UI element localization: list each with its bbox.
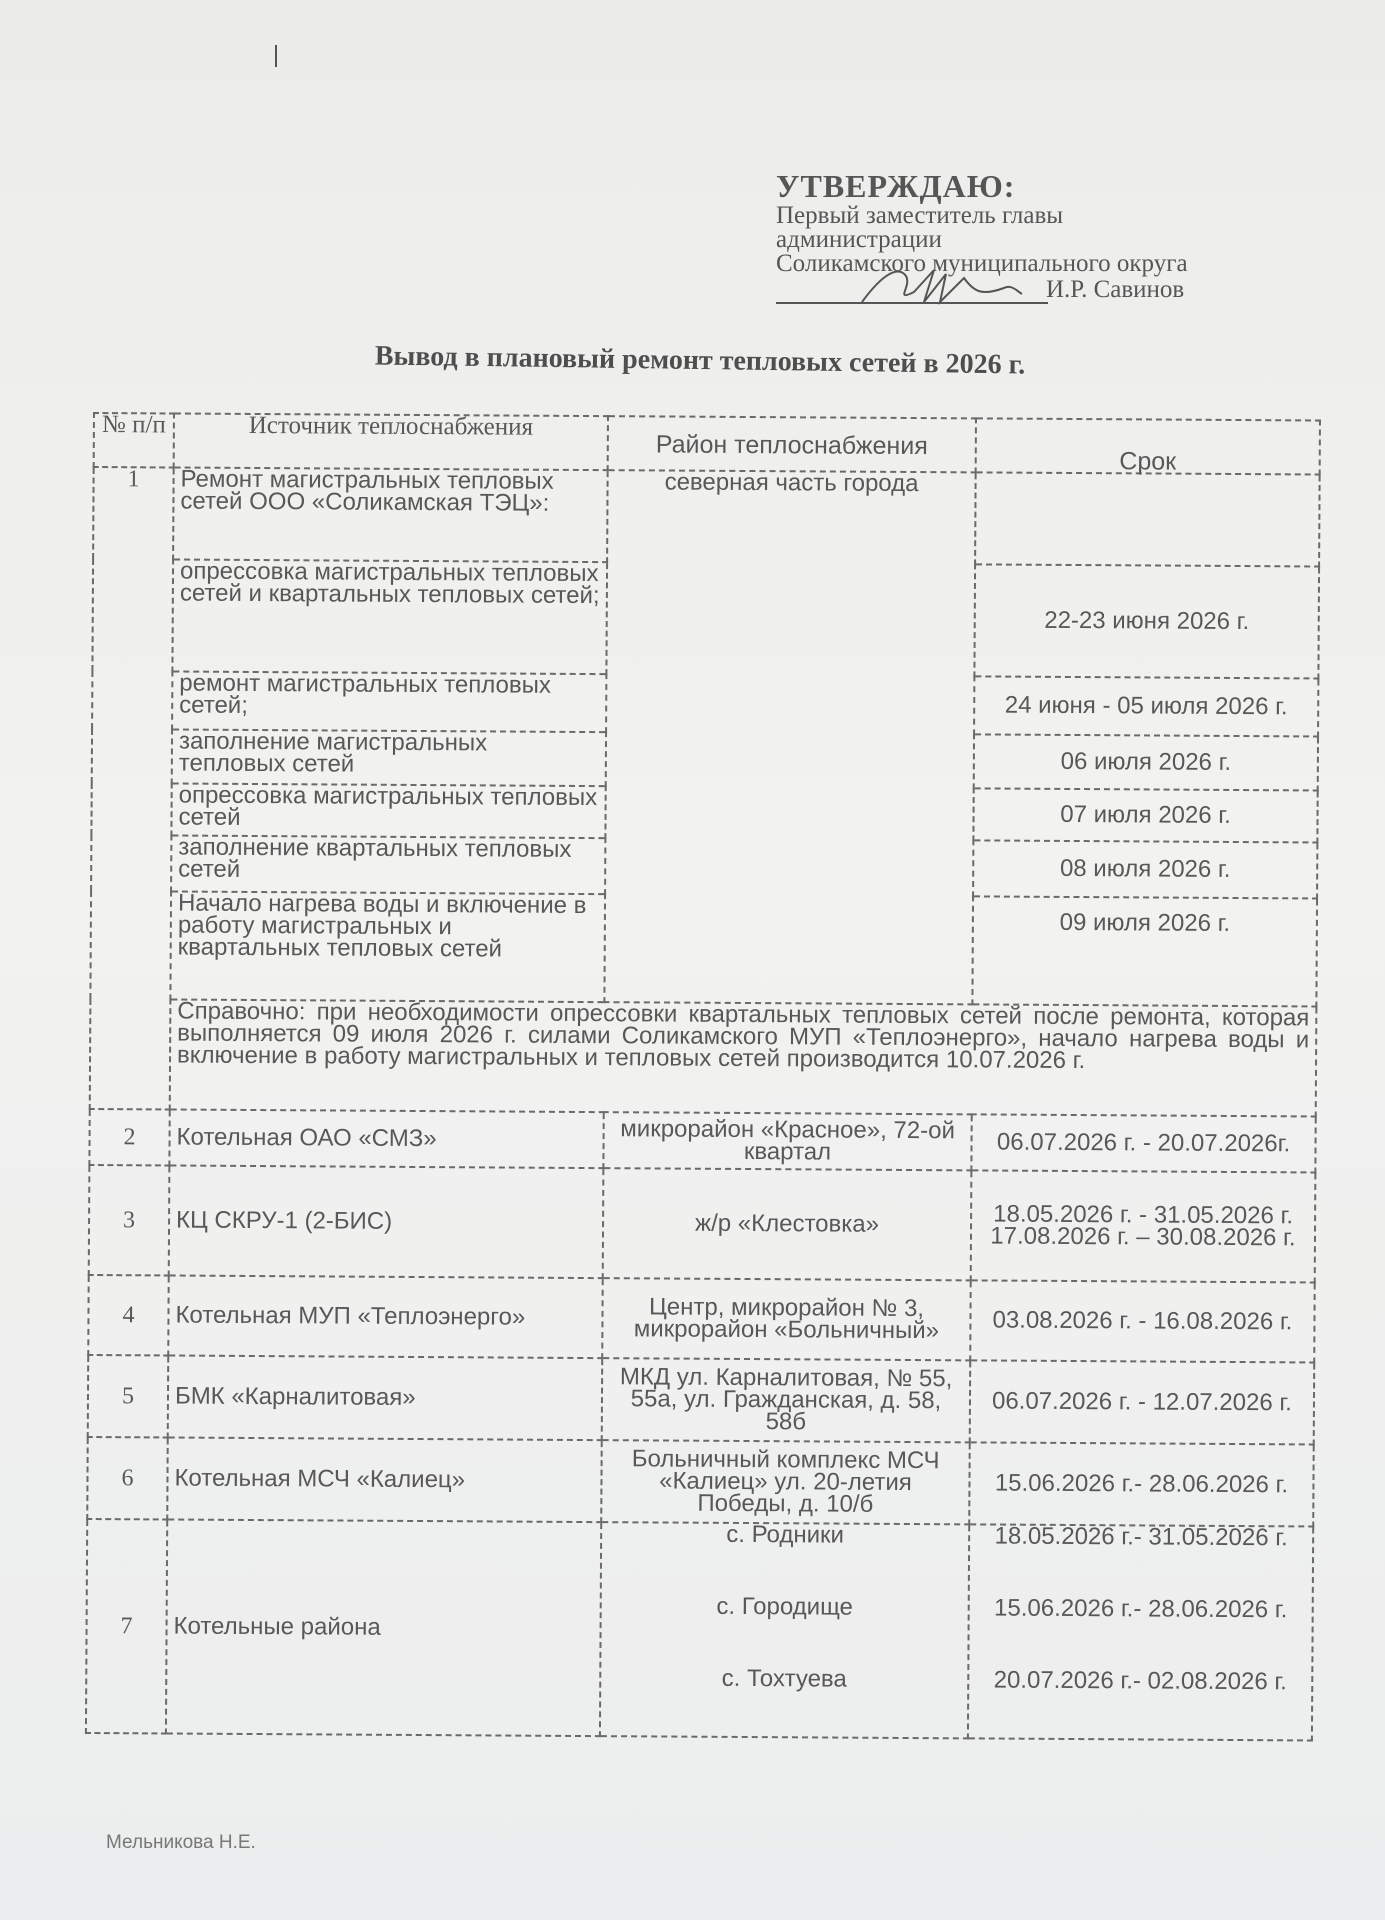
table-row — [87, 1437, 1313, 1526]
row-num: 5 — [88, 1355, 168, 1437]
term-gorodishche: 15.06.2026 г.- 28.06.2026 г. — [994, 1594, 1288, 1624]
source-cell: Котельная ОАО «СМЗ» — [169, 1109, 603, 1168]
term-cell: 08 июля 2026 г. — [973, 840, 1317, 898]
approval-department: администрации — [776, 226, 942, 253]
source-cell: Котельные района — [166, 1519, 601, 1736]
header-term: Срок — [976, 418, 1320, 474]
approval-block — [776, 168, 1336, 308]
table-row — [90, 999, 1317, 1116]
source-cell: Котельная МСЧ «Калиец» — [167, 1437, 601, 1522]
area-cell: северная часть города — [604, 470, 975, 1004]
row-num: 7 — [86, 1519, 167, 1733]
row-num: 6 — [87, 1437, 167, 1519]
area-cell: ж/р «Клестовка» — [603, 1168, 972, 1280]
term-cell — [968, 1524, 1313, 1740]
repair-schedule-table — [85, 412, 1321, 1741]
header-source: Источник теплоснабжения — [174, 413, 608, 470]
source-cell: Котельная МУП «Теплоэнерго» — [168, 1275, 602, 1358]
row-num: 2 — [89, 1109, 169, 1165]
approval-title: УТВЕРЖДАЮ: — [776, 168, 1016, 204]
table-row — [89, 1165, 1316, 1282]
term-cell: 22-23 июня 2026 г. — [974, 564, 1319, 678]
header-num: № п/п — [94, 413, 174, 467]
term-cell: 03.08.2026 г. - 16.08.2026 г. — [970, 1280, 1314, 1362]
source-cell: заполнение магистральных тепловых сетей — [172, 729, 606, 786]
area-tokhtueva: с. Тохтуева — [721, 1664, 847, 1693]
footer-author: Мельникова Н.Е. — [106, 1832, 256, 1853]
scan-mark — [275, 45, 277, 67]
source-cell: Начало нагрева воды и включение в работу магистральных и квартальных тепловых сетей — [170, 891, 605, 1002]
approval-position: Первый заместитель главы — [776, 202, 1064, 229]
reference-note: Справочно: при необходимости опрессовки квартальных тепловых сетей после ремонта, которая выполняется 09 июля 2026 г. силами Соликамского МУП «Теплоэнерго», начало нагрева воды и включение в работу магистральных и тепловых сетей производится 10.07.2026 г. — [170, 999, 1317, 1116]
term-cell: 24 июня - 05 июля 2026 г. — [974, 676, 1318, 736]
table-row — [93, 467, 1320, 566]
area-rodniki: с. Родники — [726, 1520, 845, 1549]
row-num: 3 — [89, 1165, 170, 1275]
table-row — [88, 1355, 1314, 1444]
source-cell: КЦ СКРУ-1 (2-БИС) — [169, 1165, 604, 1278]
area-cell: МКД ул. Карналитовая, № 55, 55а, ул. Гражданская, д. 58, 58б — [602, 1358, 970, 1442]
term-cell: 06 июля 2026 г. — [974, 734, 1318, 790]
area-gorodishche: с. Городище — [716, 1592, 854, 1621]
row-num: 4 — [88, 1275, 168, 1355]
term-cell: 15.06.2026 г.- 28.06.2026 г. — [969, 1442, 1313, 1526]
approval-municipality: Соликамского муниципального округа — [776, 250, 1188, 277]
term-cell: 18.05.2026 г. - 31.05.2026 г. 17.08.2026 г. – 30.08.2026 г. — [971, 1170, 1316, 1282]
source-cell: ремонт магистральных тепловых сетей; — [172, 671, 606, 732]
term-tokhtueva: 20.07.2026 г.- 02.08.2026 г. — [993, 1666, 1287, 1696]
source-cell: опрессовка магистральных тепловых сетей и квартальных тепловых сетей; — [172, 559, 607, 674]
document-title: Вывод в плановый ремонт тепловых сетей в 2026 г. — [374, 340, 1026, 381]
term-rodniki: 18.05.2026 г.- 31.05.2026 г. — [994, 1522, 1288, 1552]
term-cell: 07 июля 2026 г. — [973, 788, 1317, 842]
table-row — [86, 1519, 1313, 1740]
source-cell: БМК «Карналитовая» — [168, 1355, 602, 1440]
source-cell: Ремонт магистральных тепловых сетей ООО «Соликамская ТЭЦ»: — [173, 467, 608, 562]
term-cell: 06.07.2026 г. - 20.07.2026г. — [971, 1114, 1315, 1172]
signer-name: И.Р. Савинов — [1046, 276, 1185, 303]
term-cell: 09 июля 2026 г. — [972, 896, 1317, 1006]
area-cell — [600, 1522, 969, 1738]
row-num: 1 — [90, 467, 174, 1109]
term-cell — [975, 472, 1320, 566]
area-cell: микрорайон «Красное», 72-ой квартал — [603, 1112, 971, 1170]
source-cell: заполнение квартальных тепловых сетей — [171, 835, 605, 894]
area-cell: Центр, микрорайон № 3, микрорайон «Больничный» — [602, 1278, 970, 1360]
area-cell: Больничный комплекс МСЧ «Калиец» ул. 20-летия Победы, д. 10/б — [601, 1440, 969, 1524]
term-cell: 06.07.2026 г. - 12.07.2026 г. — [970, 1360, 1314, 1444]
signature-row — [776, 278, 1336, 308]
header-area: Район теплоснабжения — [608, 416, 976, 472]
handwritten-signature — [854, 262, 1024, 308]
table-row — [88, 1275, 1314, 1362]
source-cell: опрессовка магистральных тепловых сетей — [171, 783, 605, 838]
table-row — [89, 1109, 1315, 1172]
